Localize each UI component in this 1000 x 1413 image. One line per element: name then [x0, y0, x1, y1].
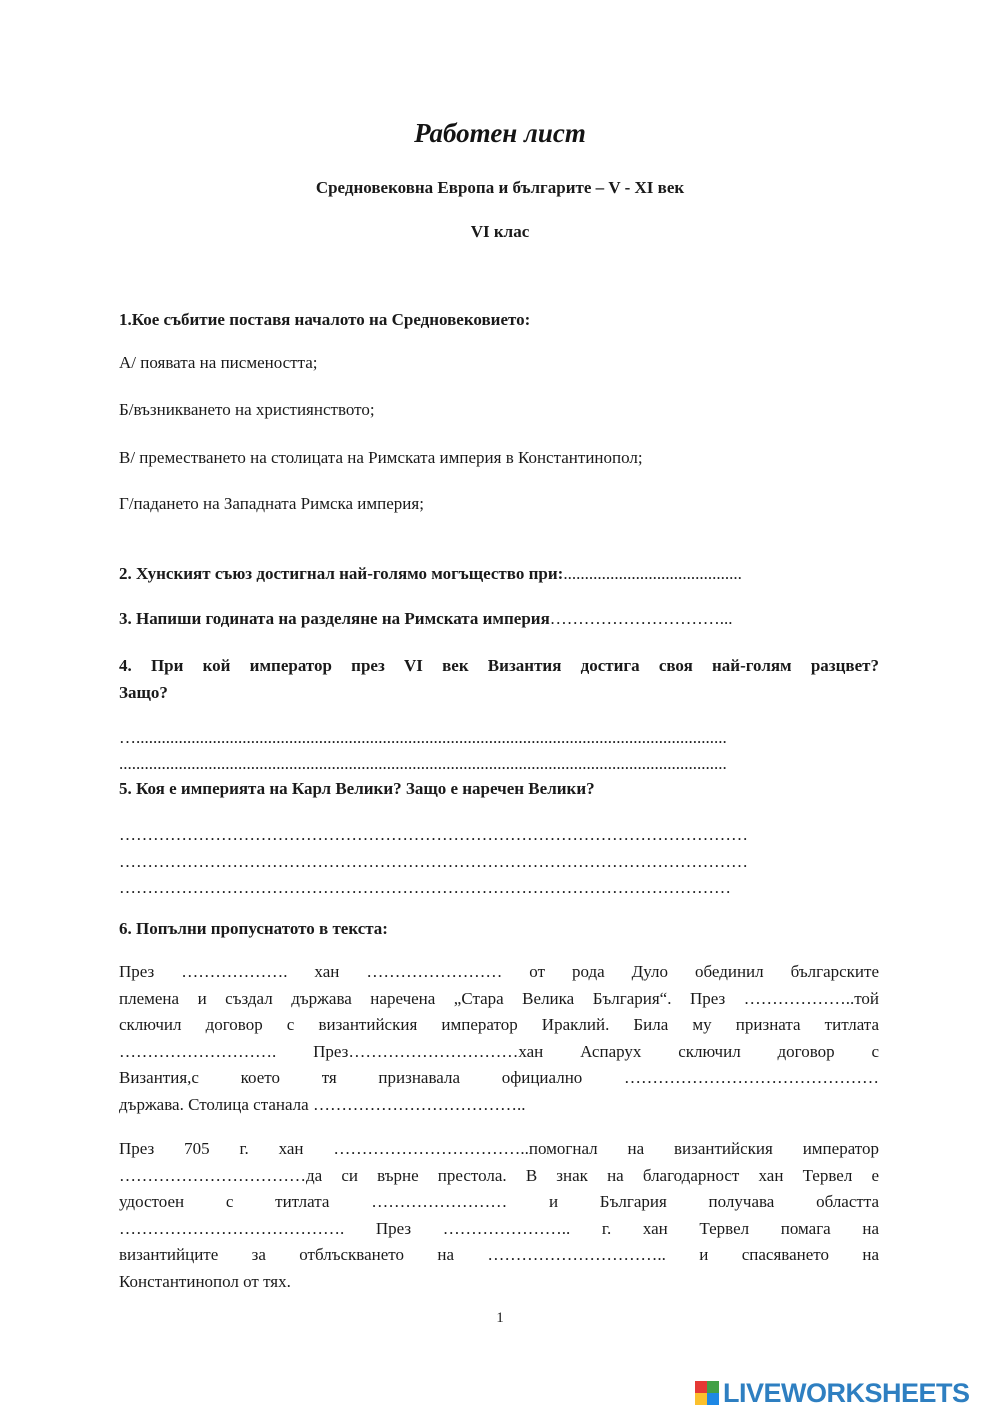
q6-p1-line-1[interactable]: През ………………. хан …………………… от рода Дуло обединил българските [119, 962, 879, 981]
q6-p2-line-1[interactable]: През 705 г. хан ……………………………..помогнал на византийския император [119, 1139, 879, 1158]
question-3: 3. Напиши годината на разделяне на Римската империя [119, 609, 550, 628]
question-6: 6. Попълни пропуснатото в текста: [119, 919, 388, 938]
q4-answer-blank-2[interactable]: ............................................................................................................................................... [119, 754, 727, 773]
q6-p2-line-2[interactable]: ……………………………да си върне престола. В знак на благодарност хан Тервел е [119, 1165, 879, 1185]
liveworksheets-brand: LIVEWORKSHEETS [723, 1377, 970, 1408]
question-3-row [119, 607, 879, 631]
q5-answer-blank-2[interactable]: ………………………………………………………………………………………………… [119, 852, 748, 871]
q1-option-c[interactable]: В/ преместването на столицата на Римската империя в Константинопол; [119, 448, 643, 467]
q6-paragraph-2 [119, 1136, 879, 1295]
q6-p1-line-6[interactable]: държава. Столица станала ……………………………….. [119, 1094, 526, 1114]
q6-paragraph-1 [119, 959, 879, 1118]
q6-p1-line-5[interactable]: Византия,с което тя признавала официално ……………………………………… [119, 1068, 879, 1087]
liveworksheets-logo [695, 1378, 995, 1408]
logo-square-red [695, 1381, 707, 1393]
question-2-row [119, 562, 879, 586]
q6-p2-line-5[interactable]: византийците за отблъскването на ………………………….. и спасяването на [119, 1245, 879, 1264]
question-2: 2. Хунският съюз достигнал най-голямо могъщество при: [119, 564, 564, 583]
q6-p2-line-6[interactable]: Константинопол от тях. [119, 1271, 291, 1291]
question-4-line-2: Защо? [119, 682, 168, 702]
logo-square-green [707, 1381, 719, 1393]
page-title: Работен лист [414, 118, 586, 148]
logo-square-yellow [695, 1393, 707, 1405]
liveworksheets-logo-icon [695, 1381, 719, 1405]
logo-square-blue [707, 1393, 719, 1405]
question-4 [119, 653, 879, 706]
q1-option-a[interactable]: А/ появата на писмеността; [119, 353, 318, 372]
q1-option-d[interactable]: Г/падането на Западната Римска империя; [119, 494, 424, 513]
q3-answer-blank[interactable]: …………………………... [549, 609, 733, 628]
q6-p1-line-4[interactable]: ………………………. През…………………………хан Аспарух сключил договор с [119, 1041, 879, 1061]
grade-label: VI клас [470, 222, 530, 241]
page-subtitle: Средновековна Европа и българите – V - XI век [315, 178, 685, 197]
q6-p1-line-3[interactable]: сключил договор с византийския император Ираклий. Била му призната титлата [119, 1015, 879, 1034]
q2-answer-blank[interactable]: .......................................... [563, 564, 742, 583]
q5-answer-blank-1[interactable]: ………………………………………………………………………………………………… [119, 825, 748, 844]
question-1: 1.Кое събитие поставя началото на Средновековието: [119, 310, 531, 329]
question-4-line-1: 4. При кой император през VI век Византия достига своя най-голям разцвет? [119, 656, 879, 675]
q6-p2-line-3[interactable]: удостоен с титлата …………………… и България получава областта [119, 1192, 879, 1211]
q6-p1-line-2[interactable]: племена и създал държава наречена „Стара Велика България“. През ………………..той [119, 988, 879, 1008]
question-5: 5. Коя е империята на Карл Велики? Защо е наречен Велики? [119, 779, 595, 798]
q1-option-b[interactable]: Б/възникването на християнството; [119, 400, 375, 419]
q5-answer-blank-3[interactable]: ……………………………………………………………………………………………… [119, 878, 731, 897]
q6-p2-line-4[interactable]: …………………………………. През ………………….. г. хан Тервел помага на [119, 1218, 879, 1238]
q4-answer-blank-1[interactable]: …........................................................................................................................................... [119, 728, 727, 747]
page-number: 1 [496, 1310, 504, 1326]
